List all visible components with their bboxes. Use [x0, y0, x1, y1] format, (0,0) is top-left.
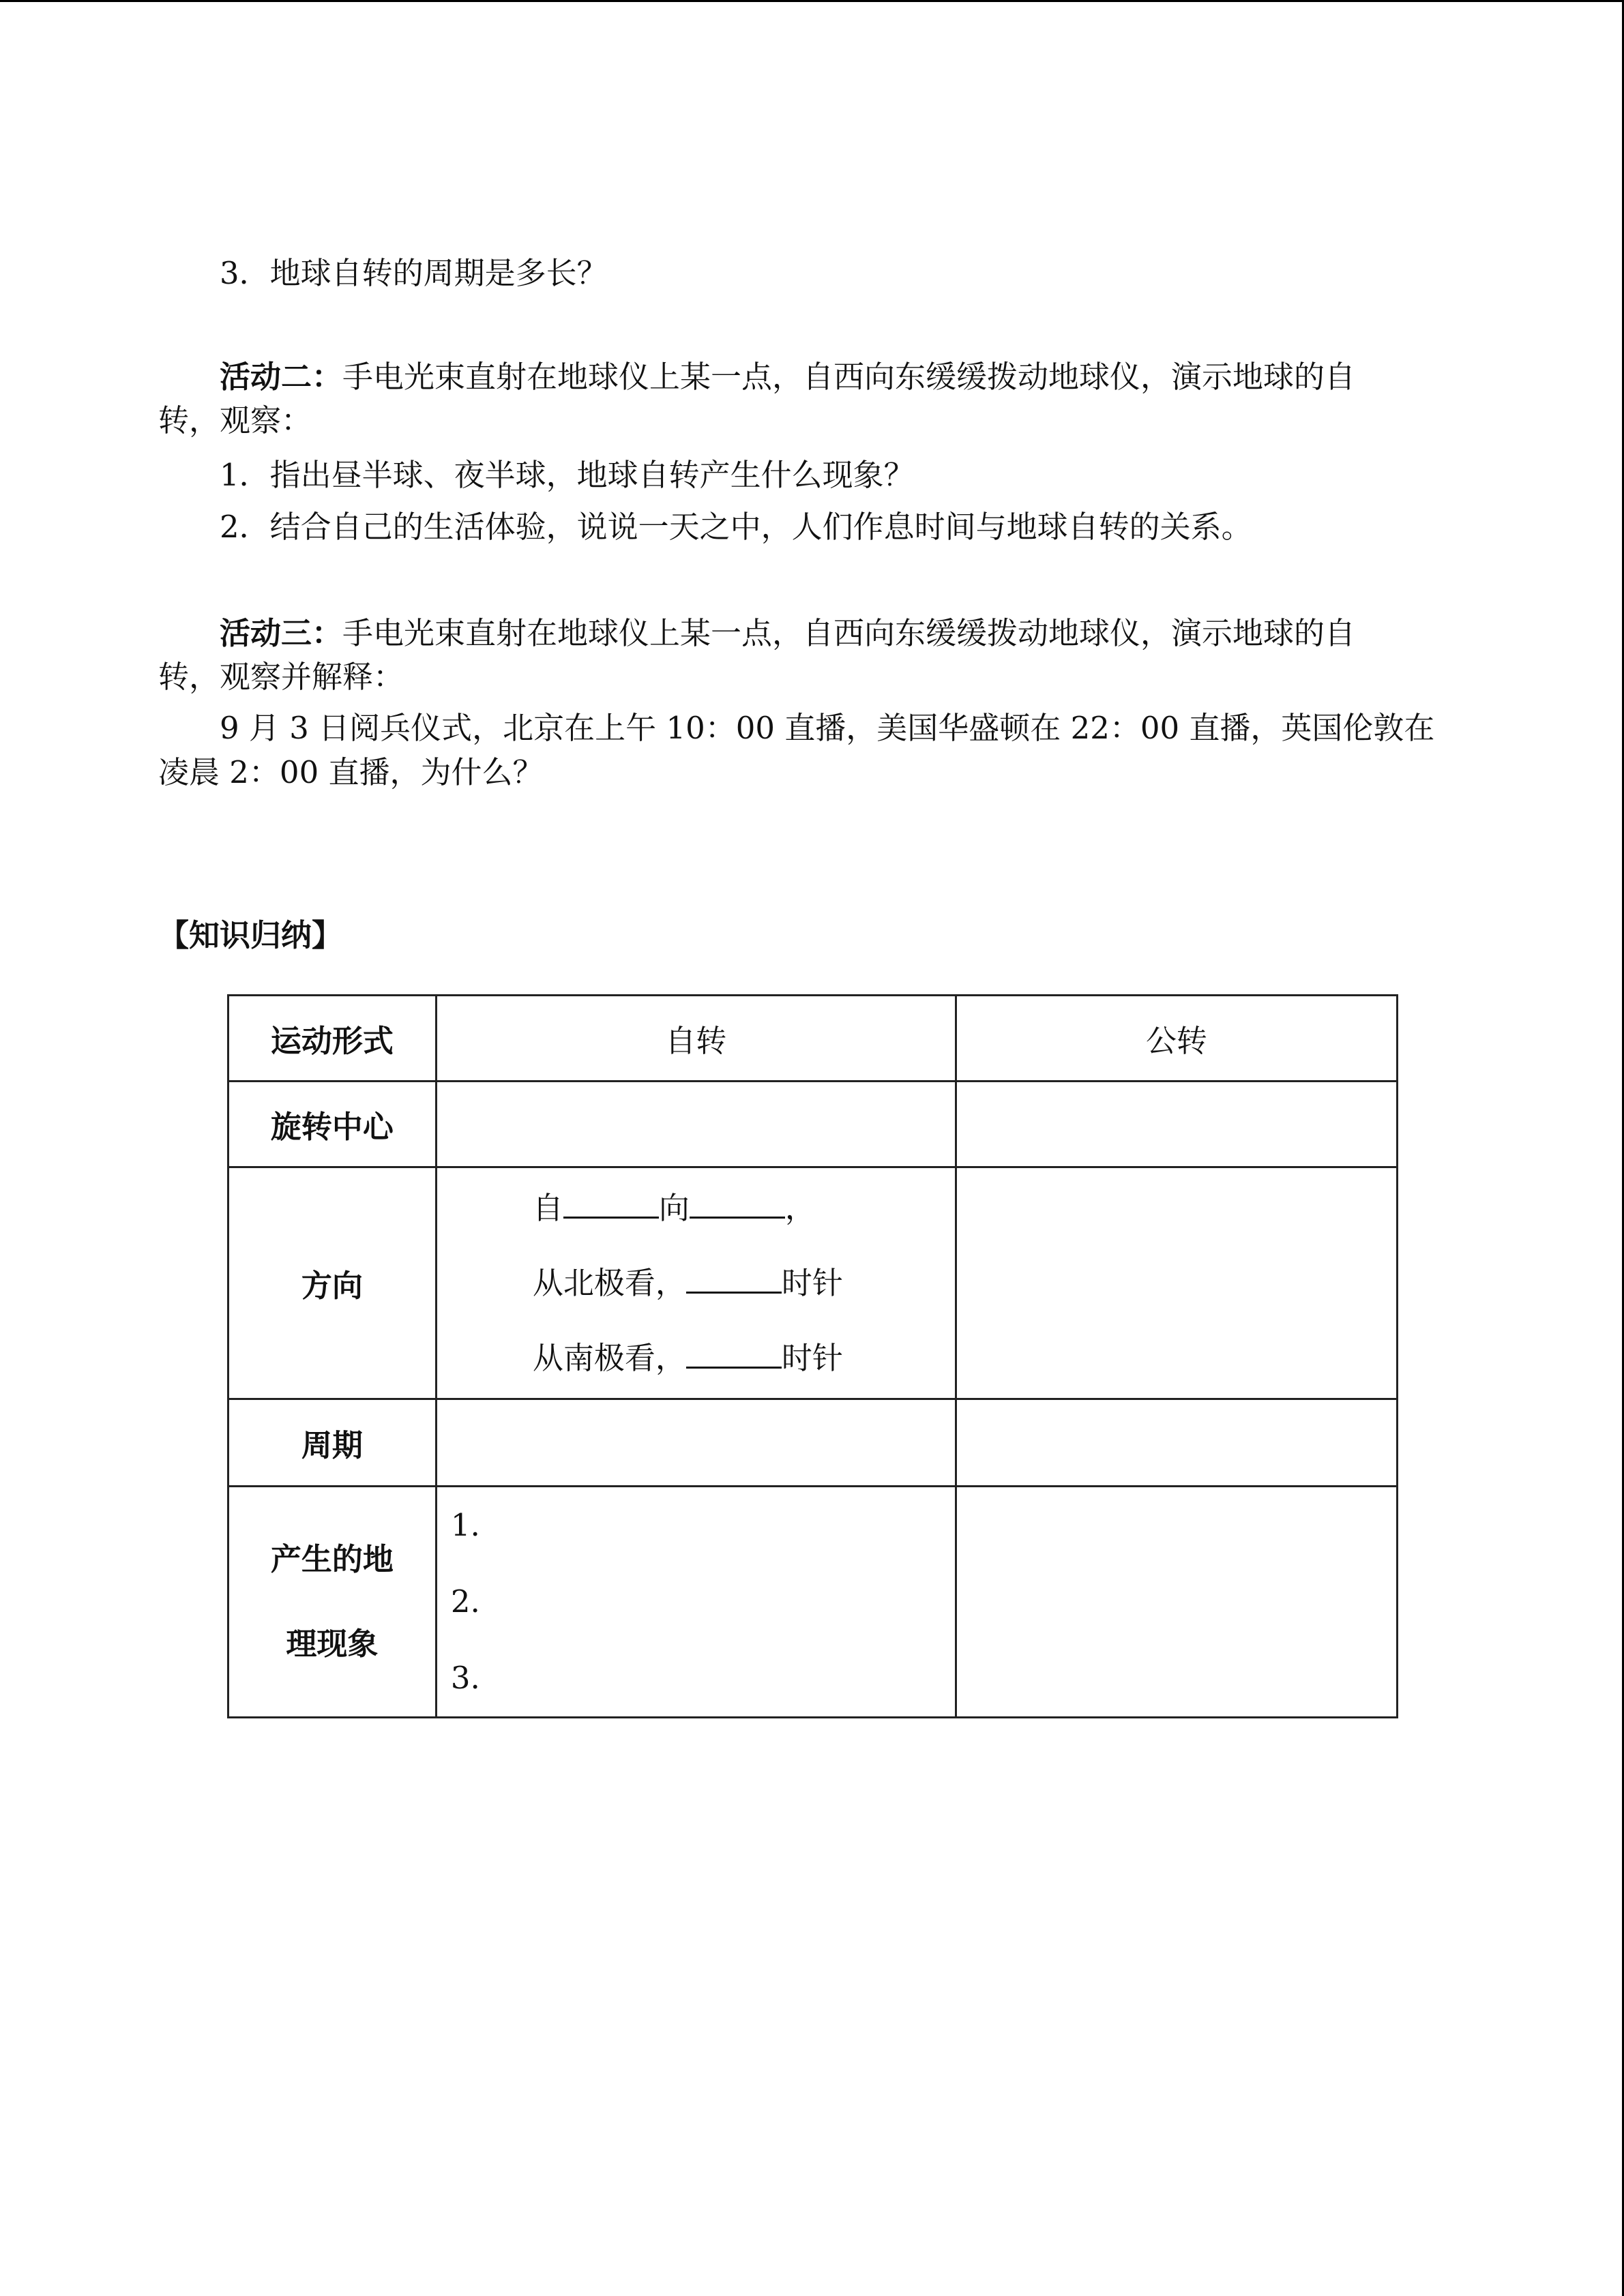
label-direction: 方向: [228, 1167, 437, 1399]
activity-3-para-2: 凌晨 2：00 直播，为什么？: [158, 754, 544, 790]
summary-table: [227, 994, 1398, 1718]
activity-2-label: 活动二：: [220, 359, 343, 395]
cell-revolution-period[interactable]: [956, 1399, 1397, 1487]
activity-3-line-1: [158, 612, 1529, 655]
blank-to[interactable]: [690, 1186, 785, 1219]
phenomenon-1[interactable]: 1.: [450, 1507, 480, 1543]
direction-line-2: 从北极看， 时针: [437, 1246, 955, 1321]
cell-rotation-period[interactable]: [436, 1399, 956, 1487]
table-row-direction: [228, 1167, 1398, 1399]
cell-rotation-center[interactable]: [436, 1082, 956, 1167]
cell-revolution-phenomena[interactable]: [956, 1487, 1397, 1718]
cell-revolution-direction[interactable]: [956, 1167, 1397, 1399]
direction-line-3: 从南极看， 时针: [437, 1321, 955, 1396]
blank-from[interactable]: [563, 1186, 659, 1219]
label-rotation-center: 旋转中心: [228, 1082, 437, 1167]
table-row-phenomena: [228, 1487, 1398, 1718]
activity-3-label: 活动三：: [220, 615, 343, 651]
top-border: [0, 0, 1624, 2]
cell-revolution-center[interactable]: [956, 1082, 1397, 1167]
activity-2-item-2: 2．结合自己的生活体验，说说一天之中，人们作息时间与地球自转的关系。: [220, 509, 1252, 545]
header-rotation: 自转: [436, 996, 956, 1082]
blank-south[interactable]: [686, 1336, 782, 1369]
phenomenon-3[interactable]: 3.: [450, 1660, 480, 1696]
header-revolution: 公转: [956, 996, 1397, 1082]
activity-2-line-2: 转，观察：: [158, 402, 312, 438]
blank-north[interactable]: [686, 1261, 782, 1294]
header-motion-form: 运动形式: [228, 996, 437, 1082]
activity-2-text: 手电光束直射在地球仪上某一点，自西向东缓缓拨动地球仪，演示地球的自: [342, 359, 1356, 395]
activity-3-para-1: 9 月 3 日阅兵仪式，北京在上午 10：00 直播，美国华盛顿在 22：00 直播，英国伦敦在: [220, 710, 1435, 746]
activity-3-text: 手电光束直射在地球仪上某一点，自西向东缓缓拨动地球仪，演示地球的自: [342, 615, 1356, 651]
table-row-center: [228, 1082, 1398, 1167]
activity-2-line-1: [158, 356, 1529, 398]
activity-3-line-2: 转，观察并解释：: [158, 659, 404, 695]
knowledge-summary-title: 【知识归纳】: [158, 917, 343, 953]
question-3: 3．地球自转的周期是多长？: [220, 255, 608, 291]
table-row-period: [228, 1399, 1398, 1487]
direction-line-1: 自 向 ，: [437, 1171, 955, 1246]
phenomenon-2[interactable]: 2.: [450, 1583, 480, 1620]
label-phenomena: 产生的地 理现象: [228, 1487, 437, 1718]
cell-rotation-direction: [436, 1167, 956, 1399]
activity-2-item-1: 1．指出昼半球、夜半球，地球自转产生什么现象？: [220, 457, 915, 493]
cell-rotation-phenomena: [436, 1487, 956, 1718]
table-row-header: [228, 996, 1398, 1082]
label-period: 周期: [228, 1399, 437, 1487]
